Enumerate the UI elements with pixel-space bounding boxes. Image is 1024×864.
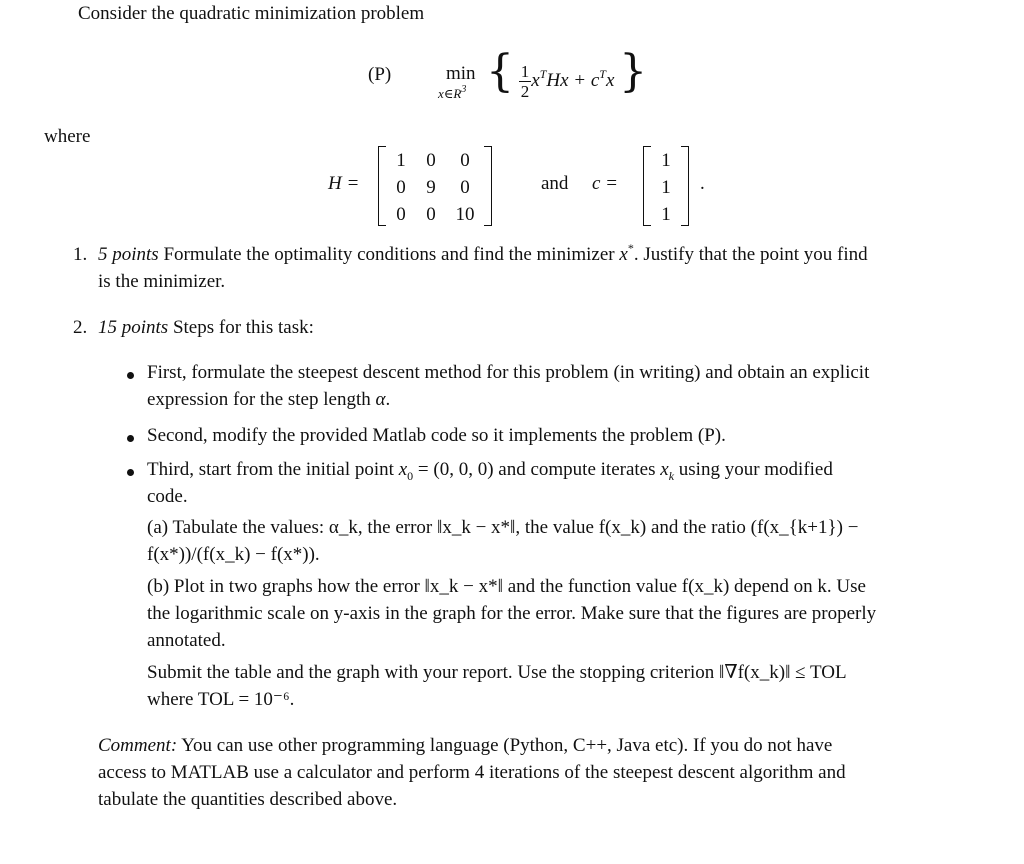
q1-number: 1. [73,244,88,265]
sub-b-line3: annotated. [147,630,226,651]
sub-b-line1: (b) Plot in two graphs how the error ‖x_k − x*‖ and the function value f(x_k) depend on k. Use [147,576,866,597]
q2-text: 15 points Steps for this task: [98,317,314,338]
period: . [700,173,705,194]
bullet1-line1: First, formulate the steepest descent method for this problem (in writing) and obtain an explicit [147,362,870,383]
comment-line2: access to MATLAB use a calculator and perform 4 iterations of the steepest descent algorithm and [98,762,846,783]
H-cell: 0 [396,177,406,198]
H-cell: 10 [455,204,475,225]
H-cell: 9 [426,177,436,198]
comment-line1: Comment: You can use other programming language (Python, C++, Java etc). If you do not have [98,735,833,756]
H-cell: 0 [460,177,470,198]
sub-b-line2: the logarithmic scale on y-axis in the graph for the error. Make sure that the figures are properly [147,603,877,624]
min-operator: min [446,63,476,84]
c-label: c = [592,173,619,194]
bullet-icon [127,372,134,379]
and-text: and [541,173,569,194]
H-cell: 0 [396,204,406,225]
H-label: H = [328,173,360,194]
intro-text: Consider the quadratic minimization problem [78,3,425,24]
bullet-icon [127,469,134,476]
bullet3-line2: code. [147,486,188,507]
bullet-icon [127,435,134,442]
where-text: where [44,126,91,147]
half-fraction: $\frac{1}{2}$ [520,62,530,102]
q1-text: 5 points Formulate the optimality conditions and find the minimizer x*. Justify that the point you find [98,241,868,265]
problem-label: (P) [368,64,392,85]
bullet3-line1: Third, start from the initial point $x_0 = (0$, 0, 0) and compute iterates $x_k$ using your modified [147,459,833,483]
H-cell: 1 [396,150,406,171]
left-brace-icon: { [486,46,514,97]
H-cell: 0 [426,150,436,171]
submit-line1: Submit the table and the graph with your report. Use the stopping criterion ‖∇f(x_k)‖ ≤ TOL [147,662,847,683]
c-cell: 1 [661,177,671,198]
right-brace-icon: } [619,46,648,97]
c-cell: 1 [661,150,671,171]
bullet2-text: Second, modify the provided Matlab code so it implements the problem (P). [147,425,726,446]
q1-line2: is the minimizer. [98,271,226,292]
H-matrix [378,146,492,226]
sub-a-line1: (a) Tabulate the values: α_k, the error ‖x_k − x*‖, the value f(x_k) and the ratio (f(x_{k+1}) − [147,517,859,538]
c-vector [643,146,689,226]
sub-a-line2: f(x*))/(f(x_k) − f(x*)). [147,544,320,565]
submit-line2: where TOL = 10⁻⁶. [147,689,295,710]
min-subscript: $x\in R^3$ [438,84,467,101]
objective-expression: { $\frac{1}{2}$ $x^THx + c^Tx$ } [486,46,648,102]
comment-line3: tabulate the quantities described above. [98,789,398,810]
H-cell: 0 [460,150,470,171]
c-cell: 1 [661,204,671,225]
H-cell: 0 [426,204,436,225]
bullet1-line2: expression for the step length α. [147,389,391,410]
q2-number: 2. [73,317,88,338]
